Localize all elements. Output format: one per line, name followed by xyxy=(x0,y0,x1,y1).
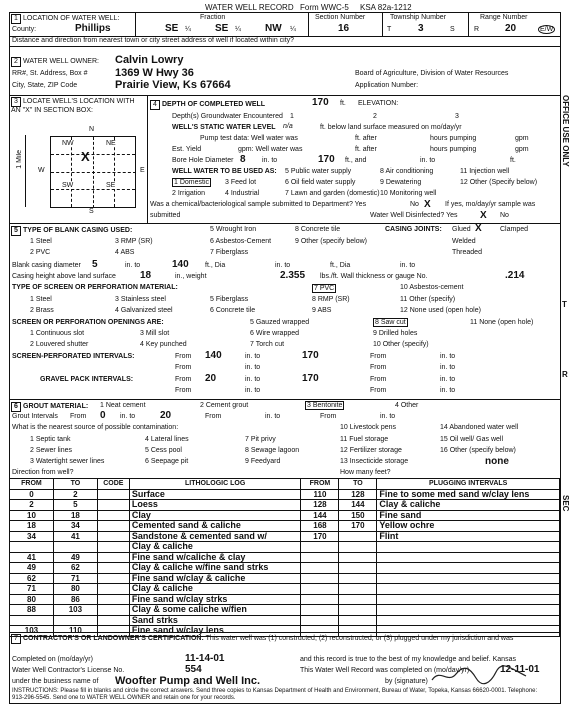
log-cell xyxy=(97,584,129,595)
log-cell xyxy=(97,521,129,532)
log-header-cell: FROM xyxy=(301,479,339,490)
perforation-label: SCREEN OR PERFORATION OPENINGS ARE: xyxy=(12,319,164,326)
log-cell xyxy=(377,552,560,563)
range-label: Range Number xyxy=(480,14,528,21)
log-cell: 18 xyxy=(53,510,97,521)
log-cell xyxy=(339,563,377,574)
log-cell: 144 xyxy=(301,510,339,521)
west-label: W xyxy=(38,167,45,174)
log-cell: 80 xyxy=(53,584,97,595)
static-level-label: WELL'S STATIC WATER LEVEL xyxy=(172,124,276,131)
log-cell xyxy=(339,573,377,584)
signature xyxy=(430,664,530,686)
log-cell xyxy=(377,542,560,553)
log-cell: Loess xyxy=(129,500,301,511)
log-cell: 80 xyxy=(10,594,54,605)
log-cell xyxy=(97,510,129,521)
yield-label: Est. Yield xyxy=(172,146,202,153)
grout-bentonite-selected: 3 Bentonite xyxy=(307,402,343,409)
spi-label: SCREEN-PERFORATED INTERVALS: xyxy=(12,353,135,360)
log-cell: 71 xyxy=(53,573,97,584)
log-row xyxy=(10,615,560,626)
log-cell xyxy=(97,594,129,605)
log-cell: Fine to some med sand w/clay lens xyxy=(377,489,560,500)
section1-label: 1 LOCATION OF WATER WELL: xyxy=(11,14,119,24)
log-header-cell: TO xyxy=(53,479,97,490)
log-header-cell: TO xyxy=(339,479,377,490)
log-cell: 34 xyxy=(10,531,54,542)
grout-label: 6 GROUT MATERIAL: xyxy=(11,402,88,412)
log-cell: Clay & some caliche w/fien xyxy=(129,605,301,616)
log-row xyxy=(10,500,560,511)
log-cell xyxy=(53,542,97,553)
screen-label: TYPE OF SCREEN OR PERFORATION MATERIAL: xyxy=(12,284,178,291)
log-cell: Clay & caliche xyxy=(129,584,301,595)
owner-value: Calvin Lowry xyxy=(115,54,184,66)
log-cell: 2 xyxy=(10,500,54,511)
board-label: Board of Agriculture, Division of Water Resources xyxy=(355,70,509,77)
disinfected-label: Water Well Disinfected? Yes xyxy=(370,212,458,219)
casing-diameter-label: Blank casing diameter xyxy=(12,262,81,269)
log-cell xyxy=(377,615,560,626)
address-value: 1369 W Hwy 36 xyxy=(115,67,194,79)
groundwater-label: Depth(s) Groundwater Encountered xyxy=(172,113,283,120)
log-row xyxy=(10,489,560,500)
certification: 7 CONTRACTOR'S OR LANDOWNER'S CERTIFICATION: This water well was (1) constructed, (2) reconstructed, or (3) plugged under my jurisdiction and was xyxy=(11,634,551,644)
mile-label: 1 Mile xyxy=(16,150,23,169)
direction-label: Direction from well? xyxy=(12,469,74,476)
log-cell: 0 xyxy=(10,489,54,500)
log-cell xyxy=(301,552,339,563)
license-number: 554 xyxy=(185,664,202,675)
log-cell: Fine sand w/clay lens xyxy=(129,626,301,637)
log-cell xyxy=(97,605,129,616)
log-cell xyxy=(301,594,339,605)
log-cell xyxy=(339,531,377,542)
log-row xyxy=(10,594,560,605)
sw-label: SW xyxy=(62,182,74,189)
log-row xyxy=(10,521,560,532)
chem-sample-mark: X xyxy=(424,199,431,210)
grout-interval-label: Grout Intervals xyxy=(12,413,58,420)
log-cell xyxy=(339,584,377,595)
log-cell: 150 xyxy=(339,510,377,521)
ne-label: NE xyxy=(106,140,116,147)
log-cell: Clay & caliche xyxy=(129,542,301,553)
side-t: T xyxy=(562,300,567,309)
log-cell: Fine sand w/caliche & clay xyxy=(129,552,301,563)
north-label: N xyxy=(89,126,95,133)
disinfected-mark: X xyxy=(480,210,487,221)
casing-height: 18 xyxy=(140,270,152,281)
form-title: WATER WELL RECORD xyxy=(205,3,294,12)
log-cell: 110 xyxy=(301,489,339,500)
log-cell: Fine sand xyxy=(377,510,560,521)
log-cell: Clay & caliche xyxy=(377,500,560,511)
log-cell: Yellow ochre xyxy=(377,521,560,532)
log-cell: 5 xyxy=(53,500,97,511)
county-value: Phillips xyxy=(75,23,111,34)
completed-label: Completed on (mo/day/yr) xyxy=(12,656,93,663)
log-cell xyxy=(97,573,129,584)
address-label: RR#, St. Address, Box # xyxy=(12,70,88,77)
log-cell: 128 xyxy=(301,500,339,511)
log-cell xyxy=(97,615,129,626)
record-date: 12-11-01 xyxy=(500,664,540,675)
grout-from: 0 xyxy=(100,410,106,421)
lithologic-log-table xyxy=(9,478,560,637)
log-cell xyxy=(301,573,339,584)
license-label: Water Well Contractor's License No. xyxy=(12,667,125,674)
casing-to: 140 xyxy=(172,259,189,270)
contamination-label: What is the nearest source of possible contamination: xyxy=(12,424,179,431)
grout-to: 20 xyxy=(160,410,172,421)
log-cell: 18 xyxy=(10,521,54,532)
log-row xyxy=(10,510,560,521)
east-label: E xyxy=(140,167,145,174)
log-cell: 170 xyxy=(339,521,377,532)
log-cell: 128 xyxy=(339,489,377,500)
log-header-cell: FROM xyxy=(10,479,54,490)
log-cell: 144 xyxy=(339,500,377,511)
south-label: S xyxy=(89,208,94,215)
spi-from: 140 xyxy=(205,350,222,361)
contamination-value: none xyxy=(485,456,509,467)
log-row xyxy=(10,542,560,553)
office-use-label: OFFICE USE ONLY xyxy=(561,95,570,167)
log-cell xyxy=(97,542,129,553)
log-cell: 88 xyxy=(10,605,54,616)
township-value: 3 xyxy=(418,23,424,34)
log-cell: 41 xyxy=(53,531,97,542)
log-header-cell: LITHOLOGIC LOG xyxy=(129,479,301,490)
location-mark: X xyxy=(81,149,90,164)
log-cell: 41 xyxy=(10,552,54,563)
se-label: SE xyxy=(106,182,116,189)
nw-label: NW xyxy=(62,140,74,147)
city-label: City, State, ZIP Code xyxy=(12,82,78,89)
log-cell xyxy=(377,563,560,574)
log-header-cell: CODE xyxy=(97,479,129,490)
bore-value: 8 xyxy=(240,154,246,165)
chem-sample-label: Was a chemical/bacteriological sample submitted to Department? Yes xyxy=(150,201,367,208)
bore-label: Bore Hole Diameter xyxy=(172,157,234,164)
log-cell xyxy=(301,605,339,616)
spi-to: 170 xyxy=(302,350,319,361)
business-name: Woofter Pump and Well Inc. xyxy=(115,675,261,687)
log-cell xyxy=(301,542,339,553)
use-domestic: 1 Domestic xyxy=(174,179,210,186)
distance-label: Distance and direction from nearest town or city street address of well if located within city? xyxy=(12,37,295,44)
pump-test-label: Pump test data: Well water was xyxy=(200,135,298,142)
log-cell: 49 xyxy=(53,552,97,563)
depth-value: 170 xyxy=(312,97,329,108)
township-label: Township Number xyxy=(390,14,447,21)
form-number: Form WWC-5 xyxy=(300,3,349,12)
side-sec: SEC xyxy=(561,495,570,512)
fraction-3: NW xyxy=(265,23,282,34)
log-cell xyxy=(377,605,560,616)
log-row xyxy=(10,584,560,595)
casing-weight: 2.355 xyxy=(280,270,306,281)
log-cell: 168 xyxy=(301,521,339,532)
log-cell: 170 xyxy=(301,531,339,542)
side-r: R xyxy=(562,370,568,379)
log-cell: 2 xyxy=(53,489,97,500)
log-cell xyxy=(10,542,54,553)
log-row xyxy=(10,605,560,616)
ew-circled: E/W xyxy=(540,26,554,33)
log-cell xyxy=(53,615,97,626)
log-cell: Flint xyxy=(377,531,560,542)
log-cell xyxy=(339,605,377,616)
log-cell: Sand strks xyxy=(129,615,301,626)
log-cell xyxy=(97,489,129,500)
glued-mark: X xyxy=(475,223,482,234)
log-cell: 62 xyxy=(53,563,97,574)
business-label: under the business name of xyxy=(12,678,99,685)
completed-date: 11-14-01 xyxy=(185,653,225,664)
use-label: WELL WATER TO BE USED AS: xyxy=(172,168,277,175)
log-cell xyxy=(339,552,377,563)
fraction-label: Fraction xyxy=(200,14,226,21)
gravel-to: 170 xyxy=(302,373,319,384)
casing-height-label: Casing height above land surface xyxy=(12,273,116,280)
log-cell xyxy=(97,552,129,563)
owner-label: 2 WATER WELL OWNER: xyxy=(11,57,99,67)
section-label: Section Number xyxy=(315,14,366,21)
log-cell: 103 xyxy=(10,626,54,637)
log-row xyxy=(10,531,560,542)
log-cell xyxy=(377,573,560,584)
log-cell: Cemented sand & caliche xyxy=(129,521,301,532)
log-cell: 10 xyxy=(10,510,54,521)
log-cell: Fine sand w/clay strks xyxy=(129,594,301,605)
bore-to-value: 170 xyxy=(318,154,335,165)
static-level-value: n/a xyxy=(283,123,293,130)
log-row xyxy=(10,563,560,574)
fraction-1: SE xyxy=(165,23,179,34)
locator-label: 3 LOCATE WELL'S LOCATION WITH AN "X" IN SECTION BOX: xyxy=(11,98,135,114)
log-cell: 103 xyxy=(53,605,97,616)
city-value: Prairie View, Ks 67664 xyxy=(115,79,231,91)
wall-gauge: .214 xyxy=(505,270,525,281)
depth-label: 4 DEPTH OF COMPLETED WELL xyxy=(150,100,265,110)
log-cell xyxy=(97,563,129,574)
log-cell: 110 xyxy=(53,626,97,637)
log-cell: Sandstone & cemented sand w/ xyxy=(129,531,301,542)
log-cell xyxy=(301,584,339,595)
log-cell xyxy=(377,584,560,595)
gravel-pack-label: GRAVEL PACK INTERVALS: xyxy=(40,376,134,383)
log-cell: 62 xyxy=(10,573,54,584)
log-cell: Clay xyxy=(129,510,301,521)
county-label: County: xyxy=(12,26,37,33)
log-cell xyxy=(339,594,377,605)
log-cell xyxy=(97,500,129,511)
log-cell: 34 xyxy=(53,521,97,532)
joints-label: CASING JOINTS: xyxy=(385,226,442,233)
log-cell xyxy=(97,531,129,542)
section-value: 16 xyxy=(338,23,350,34)
ksa-number: KSA 82a-1212 xyxy=(360,3,412,12)
log-cell: Clay & caliche w/fine sand strks xyxy=(129,563,301,574)
gravel-from: 20 xyxy=(205,373,217,384)
fraction-2: SE xyxy=(215,23,229,34)
perf-sawcut-selected: 8 Saw cut xyxy=(375,319,406,326)
log-cell xyxy=(301,615,339,626)
log-cell xyxy=(10,615,54,626)
log-cell: Fine sand w/clay & caliche xyxy=(129,573,301,584)
log-cell: Surface xyxy=(129,489,301,500)
casing-label: 5 TYPE OF BLANK CASING USED: xyxy=(11,226,132,236)
log-row xyxy=(10,573,560,584)
range-value: 20 xyxy=(505,23,517,34)
log-cell xyxy=(339,615,377,626)
log-cell xyxy=(377,594,560,605)
log-cell xyxy=(339,542,377,553)
screen-pvc-selected: 7 PVC xyxy=(314,285,335,292)
casing-diameter: 5 xyxy=(92,259,98,270)
log-cell xyxy=(301,563,339,574)
log-header-cell: PLUGGING INTERVALS xyxy=(377,479,560,490)
log-cell: 86 xyxy=(53,594,97,605)
log-cell: 49 xyxy=(10,563,54,574)
elevation-label: ELEVATION: xyxy=(358,100,399,107)
log-cell: 71 xyxy=(10,584,54,595)
instructions: INSTRUCTIONS: Please fill in blanks and circle the correct answers. Send three copies to Kansas Department of Health and Environment, Bureau of Water, Topeka, Kansas 66620-0001. Telephone: 913-296-5545. Send one to WATER WELL OWNER and retain one for your records. xyxy=(12,688,538,701)
log-row xyxy=(10,552,560,563)
how-many-feet-label: How many feet? xyxy=(340,469,391,476)
application-label: Application Number: xyxy=(355,82,419,89)
